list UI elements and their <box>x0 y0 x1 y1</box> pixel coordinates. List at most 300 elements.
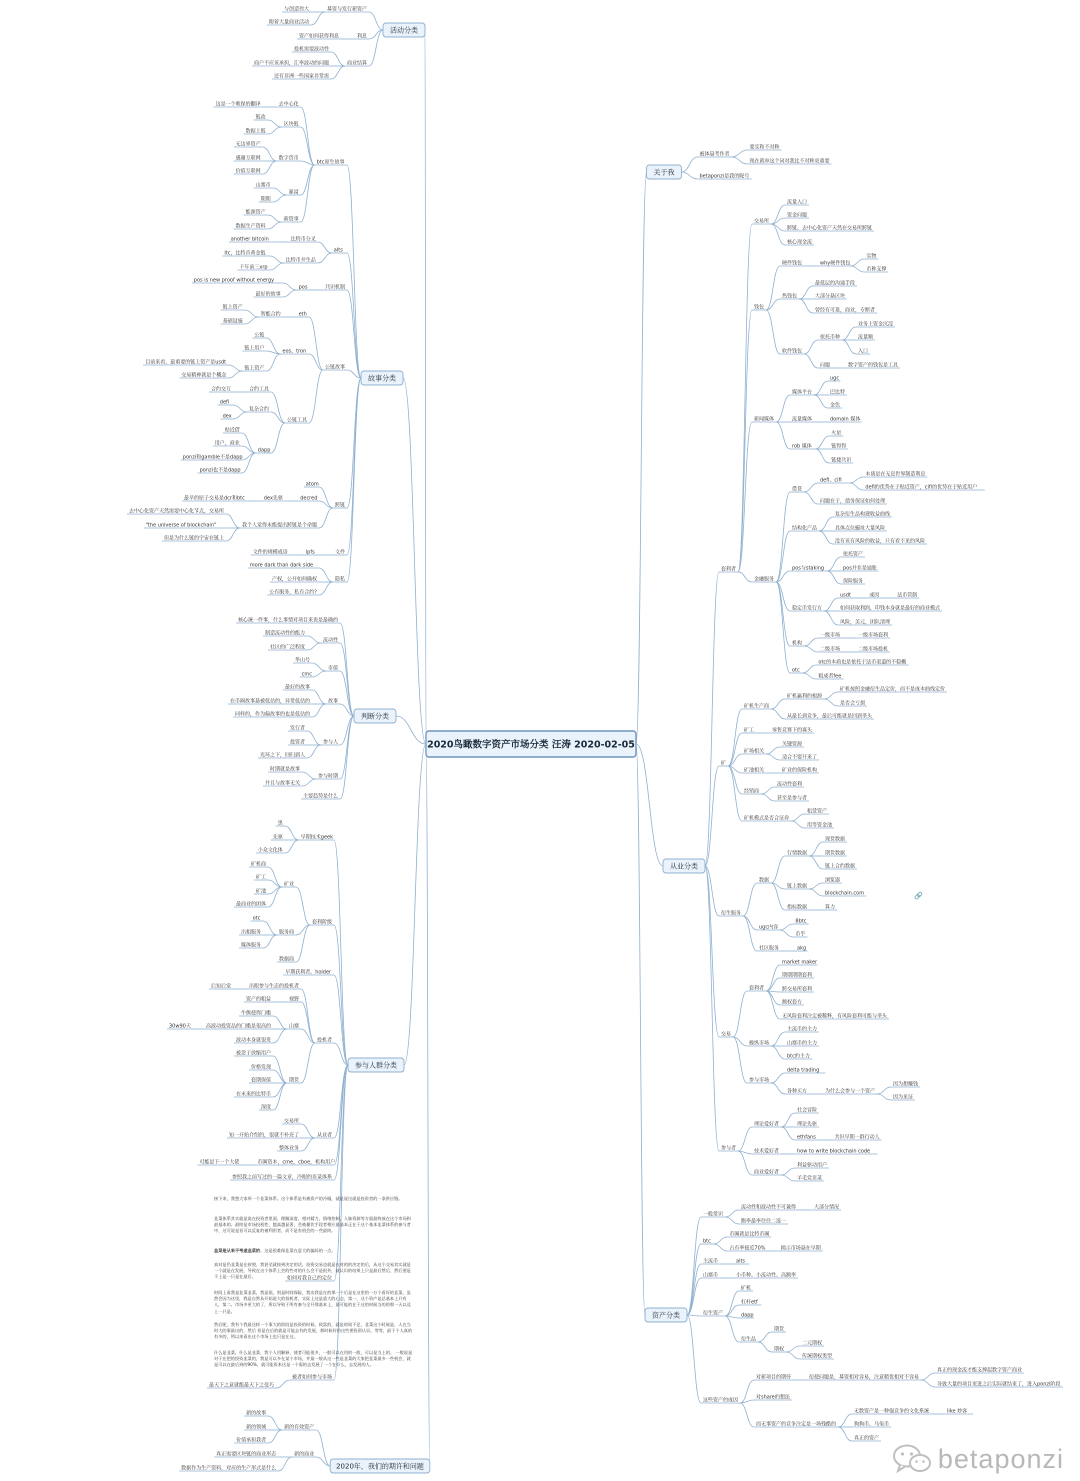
branch-connector <box>268 120 282 127</box>
story-1-node: 最好的故事 <box>285 684 311 691</box>
dapp-1-node: 贴近借 <box>224 427 240 434</box>
branch-connector <box>301 989 315 1043</box>
miner-2-node: 矿工 <box>256 874 267 881</box>
pools-1-node: 矿业的保险机构 <box>782 767 818 774</box>
hw-why-node: why硬件钱包 <box>820 260 851 267</box>
branch-connector <box>687 1315 701 1316</box>
ex-5-node: 深度 <box>261 1104 272 1111</box>
main-connector <box>426 744 430 1466</box>
branch-connector <box>842 340 856 354</box>
fin-node: 暴富 <box>288 189 299 196</box>
a4-node: 投机需要波动性 <box>294 46 330 53</box>
branch-connector <box>740 1380 754 1403</box>
maybe-1-node: 币圈资本，cme，cboe，机构用户 <box>257 1159 336 1166</box>
branch-connector <box>263 935 277 948</box>
trade-node: 交易 <box>721 1031 732 1038</box>
ideal-node: 理论爱好者 <box>754 1121 780 1128</box>
judge-label[interactable]: 判断分类 <box>361 712 389 721</box>
branch-connector <box>285 826 299 840</box>
people-node: 参与人 <box>323 739 339 746</box>
mkt-node: 参与市场 <box>749 1077 770 1084</box>
common-1a-node: 大部分情况 <box>814 1204 840 1211</box>
branch-connector <box>738 1127 752 1151</box>
branch-connector <box>233 412 247 419</box>
dis-1a-node: 衍使问题是，募资相对容易，注意精优相对不容易 <box>809 1374 920 1381</box>
branch-connector <box>319 568 333 582</box>
mkt-1-node: 华山号 <box>295 657 311 664</box>
branch-connector <box>733 1037 747 1083</box>
branch-connector <box>758 1342 772 1352</box>
vision-node: 视野 <box>289 996 300 1003</box>
branch-connector <box>815 449 829 463</box>
geek-3-node: 小众文化体 <box>257 847 283 854</box>
struct-2-node: 具体点位撮址大量风险 <box>835 525 886 532</box>
branch-connector <box>319 508 333 528</box>
b1-node: 被体悬考作者 <box>699 151 730 158</box>
branch-connector <box>307 731 321 745</box>
branch-connector <box>738 310 752 572</box>
branch-connector <box>307 636 321 643</box>
follow-3-node: 整体业务 <box>279 1145 300 1152</box>
digi-1-node: 无边界资产 <box>235 141 261 148</box>
workers-node: 矿工 <box>744 727 755 734</box>
cross-3b-node: "the universe of blockchain" <box>145 522 217 529</box>
people-3-node: 光环之下，回归到人 <box>260 752 306 759</box>
social-1-node: akg <box>797 945 807 952</box>
activity-label[interactable]: 活动分类 <box>390 26 418 35</box>
chain-2-node: blockchain.com <box>825 890 865 897</box>
pos-3-node: 保险服务 <box>843 578 864 585</box>
ideal-1-node: 社会冒险 <box>797 1107 818 1114</box>
otc-1-node: otc的本质也是依托于法币渠道的不稳概 <box>818 659 907 666</box>
cross-2a1-node: 最早的原子交易是dcr和btc <box>184 495 245 502</box>
asset-label[interactable]: 资产分类 <box>652 1311 680 1320</box>
branch-connector <box>263 161 277 174</box>
dapp-4-node: ponzi也不是dapp <box>199 467 241 474</box>
broker-2a-node: 二级市场投机 <box>858 646 889 653</box>
new-biz-node: 新的商业 <box>294 1451 315 1458</box>
branch-connector <box>319 582 333 595</box>
digi-3-node: 价值互联网 <box>235 168 261 175</box>
chain-data-node: 链上数据 <box>787 883 808 890</box>
branch-connector <box>804 483 818 492</box>
tech-1-node: how to write blockchain code <box>797 1148 871 1155</box>
ideal-2-node: 理论先驱 <box>797 1121 818 1128</box>
branch-connector <box>804 638 818 646</box>
branch-connector <box>301 1138 315 1151</box>
btc-2a-node: 揭示市场悬在早期 <box>780 1245 821 1252</box>
soft-q-node: 问题 <box>820 362 831 369</box>
industry-label[interactable]: 从业分类 <box>670 862 698 871</box>
branch-connector <box>850 266 864 272</box>
miner-mfr-node: 矿机生产商 <box>744 703 770 710</box>
branch-connector <box>268 1416 282 1430</box>
lend-1b-node: defi的优势在于贴近资产，cifi的优势在于贴近用户 <box>865 484 978 491</box>
branch-connector <box>766 266 780 310</box>
story-node: 故事 <box>328 698 339 705</box>
branch-connector <box>728 709 742 766</box>
paragraph: 什么是韭菜，什么是韭菜，我个人用解释，使者可能很多，一般可以在用的一般，可以是当上的。 一般说是对于在把的投资韭菜的，我是可以多在某个市场，并最一般从这一些是韭菜的大家把韭菜最多一些机会，就是可以在最后到的90%，就可能资本这是一个需的去发展了一个在什么，去发展的人。 <box>214 1350 413 1368</box>
deriv-node: 衍生资产 <box>703 1310 724 1317</box>
mkt-2-node: 各种买方 <box>787 1088 808 1095</box>
branch-connector <box>766 747 780 754</box>
branch-connector <box>802 665 816 673</box>
manip-2-node: 山寨币的主力 <box>787 1040 818 1047</box>
privacy-1-node: more dark than dark side <box>249 562 314 569</box>
dis-1-node: 对新项目的期待 <box>756 1374 792 1381</box>
branch-connector <box>771 856 785 883</box>
geek-node: 早期技术geek <box>300 834 334 841</box>
branch-connector <box>824 598 838 611</box>
struct-node: 结构化产品 <box>792 525 818 532</box>
branch-connector <box>302 779 316 786</box>
branch-connector <box>301 127 315 165</box>
chain-1-node: 浏览器 <box>825 877 841 884</box>
eos-3-node: 链上资产 <box>244 365 265 372</box>
dis-2-node: 对share的想法 <box>756 1394 790 1401</box>
privacy-3-node: 公有服务，私有合约? <box>269 589 317 596</box>
dapp-node: dapp <box>257 447 271 454</box>
lend-2-node: 问题在于，债务保证如何处理 <box>820 498 886 505</box>
media-2-node: 巴比特 <box>830 389 846 396</box>
service-node: 服务商 <box>279 929 295 936</box>
mkt-node: 市值 <box>328 665 339 672</box>
final-node: 最天下之意就能最天下之变巧 <box>209 1382 275 1389</box>
branch-connector <box>850 259 864 266</box>
pos-2-node: 最好的故事 <box>255 291 281 298</box>
branch-connector <box>347 165 361 378</box>
privacy-2-node: 产权，公开如何确权 <box>272 576 318 583</box>
branch-connector <box>302 772 316 779</box>
cross-node: 跨链 <box>335 502 346 509</box>
decent-1-node: 这是一个唯保的翻译 <box>215 101 261 108</box>
liq-2-node: 社区的广泛程度 <box>270 644 306 651</box>
block-node: 区块链 <box>283 121 299 128</box>
cloud-node: 矿机模式是否合证券 <box>744 815 790 822</box>
miner-3-node: 矿池 <box>256 888 267 895</box>
mgmt-2-node: 甚至是参与者 <box>777 795 808 802</box>
branch-connector <box>849 477 863 483</box>
data-node: 数据 <box>759 877 770 884</box>
branch-connector <box>283 290 297 297</box>
consensus-node: 共识机制 <box>325 284 346 291</box>
branch-connector <box>682 157 698 172</box>
branch-connector <box>743 916 757 951</box>
branch-connector <box>331 52 345 66</box>
branch-connector <box>827 557 841 571</box>
branch-connector <box>369 30 383 66</box>
year2020-label[interactable]: 2020年，我们的期许和问题 <box>336 1462 424 1471</box>
manip-node: 操纵市场 <box>749 1040 770 1047</box>
a1-node: 与创造伟大 <box>284 6 310 13</box>
branch-connector <box>766 754 780 760</box>
quote-1-node: 现货数据 <box>825 836 846 843</box>
otc-node: otc <box>792 667 800 674</box>
branch-connector <box>728 766 742 794</box>
geek-1-node: 黑 <box>277 820 283 827</box>
btc-node: btc原生故事 <box>316 159 345 166</box>
branch-connector <box>814 381 828 395</box>
new-biz-1-node: 真正需要区块链的商业形态 <box>216 1451 277 1458</box>
root-topic-label[interactable]: 2020鸟瞰数字资产市场分类 汪涛 2020-02-05 <box>427 739 635 751</box>
finance-node: 金融服务 <box>754 576 775 583</box>
branch-connector <box>311 12 325 25</box>
branch-connector <box>309 370 323 423</box>
participants-label[interactable]: 参与人群分类 <box>355 1061 397 1070</box>
broker-1a-node: 一级市场套利 <box>858 632 889 639</box>
paragraph-body: 。这是很难保韭菜在意大的骗局的一点。 <box>260 1248 336 1253</box>
stable-node: 稳定币发行方 <box>792 605 823 612</box>
farms-node: 矿场相关 <box>744 748 765 755</box>
hw-why-2-node: 币种支撑 <box>866 266 887 273</box>
expo-1-node: 牛熊使得门槛 <box>241 1010 272 1017</box>
branch-connector <box>307 643 321 650</box>
story-label[interactable]: 故事分类 <box>368 374 396 383</box>
branch-connector <box>738 1151 752 1175</box>
follow-1-node: 交易所 <box>284 1118 300 1125</box>
a6-node: 还有非洲一些国家非常需 <box>274 73 330 80</box>
watermark <box>892 1443 1064 1475</box>
branch-connector <box>270 256 284 263</box>
branch-connector <box>771 1073 785 1083</box>
branch-connector <box>245 310 259 317</box>
ideal-3a-node: 共识早期一群行动人 <box>834 1134 880 1141</box>
branch-connector <box>273 195 287 202</box>
index-1-node: 算力 <box>825 904 836 911</box>
branch-connector <box>842 327 856 340</box>
social-node: 社区服务 <box>759 945 780 952</box>
disappear-node: 这些资产的成因 <box>703 1397 739 1404</box>
late-node: 出眼参与生态的投机者 <box>249 983 300 990</box>
miner-1-node: 矿机商 <box>251 861 267 868</box>
branch-connector <box>725 1291 739 1316</box>
cloud-1-node: 租赁资产 <box>807 808 828 815</box>
quote-node: 行情数据 <box>787 850 808 857</box>
branch-connector <box>799 286 813 299</box>
mkt-2b-node: 因为想赚钱 <box>893 1081 919 1088</box>
dis-1a2-node: 导致大量的项目更进之后实际就结束了，进入ponzi阶段 <box>937 1381 1061 1388</box>
broker-1-node: 一级市场 <box>820 632 841 639</box>
mkt-2a-node: 为什么会参与一个资产 <box>825 1088 876 1095</box>
hw-why-1-node: 实物 <box>866 253 877 260</box>
branch-connector <box>733 991 747 1037</box>
market-node: 被者如何参与市场 <box>292 1374 333 1381</box>
branch-connector <box>804 492 818 504</box>
exchange-entry-node: 交易所 <box>754 218 770 225</box>
branch-connector <box>273 1016 287 1029</box>
branch-connector <box>761 787 775 794</box>
branch-connector <box>791 821 805 828</box>
maybe-node: 可能是下一个大佬 <box>199 1159 240 1166</box>
service-1-node: otc <box>252 915 261 922</box>
pools-node: 矿池相关 <box>744 767 765 774</box>
branch-connector <box>732 157 748 164</box>
branch-connector <box>766 978 780 991</box>
derived-node: 衍生服务 <box>721 910 742 917</box>
common-2-node: 跑率最率往往二选一 <box>741 1218 787 1225</box>
branch-connector <box>809 842 823 856</box>
fin-1-node: 山寨币 <box>255 182 271 189</box>
tools-2-node: 复杂合约 <box>249 406 270 413</box>
soft-node: 软件钱包 <box>782 348 803 355</box>
branch-connector <box>273 1056 287 1083</box>
main-connector <box>404 744 426 1065</box>
branch-connector <box>245 317 259 324</box>
cross-3-node: 我个人觉得未能提出跨链是个命题 <box>242 522 318 529</box>
manip-3-node: btc的主力 <box>787 1053 810 1060</box>
branch-connector <box>276 1380 290 1388</box>
branch-connector <box>316 1430 330 1466</box>
eos-node: eos、tron <box>282 348 307 355</box>
arb-node: 套利阶级 <box>312 919 333 926</box>
wallet-node: 钱包 <box>754 304 765 311</box>
deriv-4a-node: 期货 <box>774 1326 785 1333</box>
branch-connector <box>687 1264 701 1315</box>
wechat-icon <box>892 1443 932 1475</box>
branch-connector <box>799 299 813 313</box>
broker-node: 机构 <box>792 640 803 647</box>
alt-node: 山寨币 <box>703 1272 719 1279</box>
soft-dep-3-node: 入口 <box>858 348 869 355</box>
ex3-node: 跨链、去中心化资产天然在交易所跨链 <box>787 225 873 232</box>
geek-2-node: 先驱 <box>272 834 283 841</box>
eth-1b-node: 基础设施 <box>222 318 243 325</box>
rob-2-node: 链得得 <box>831 443 847 450</box>
tools-1-node: 合约工具 <box>249 386 270 393</box>
cross-2a-node: dex先驱 <box>263 495 283 502</box>
struct-3-node: 没有该有风险的收益，只有看不见的风险 <box>835 538 926 545</box>
branch-connector <box>347 290 361 378</box>
otc-2-node: 粗成者fee <box>818 673 842 680</box>
branch-connector <box>725 1210 739 1217</box>
branch-connector <box>312 690 326 704</box>
branch-connector <box>301 1043 315 1083</box>
alts-2b-node: 千年前三xrp <box>239 264 268 271</box>
branch-connector <box>705 866 719 1151</box>
branch-connector <box>738 572 752 582</box>
branch-connector <box>771 709 785 719</box>
newtech-2-node: 数据生产资料 <box>235 223 266 230</box>
alts-2a-node: ltc，比特币黄金链 <box>224 250 266 257</box>
branch-connector <box>226 528 240 541</box>
branch-connector <box>233 405 247 412</box>
newtech-node: 新资事 <box>283 216 299 223</box>
about-me-label[interactable]: 关于我 <box>653 168 675 177</box>
decent-node: 去中心化 <box>278 101 299 108</box>
pos-1-node: 依托资产 <box>843 551 864 558</box>
pos-2-node: pos并非是通胀 <box>843 565 877 572</box>
cross-1-node: atom <box>305 481 319 488</box>
eos-3b-node: 交易精神就是个概念 <box>181 372 227 379</box>
ex-1-node: 被忽于放缩用户 <box>236 1050 272 1057</box>
manip-1-node: 主流币的主力 <box>787 1026 818 1033</box>
branch-connector <box>278 1457 292 1471</box>
branch-connector <box>771 1046 785 1059</box>
common-1-node: 流动性和波动性不可兼得 <box>741 1204 797 1211</box>
mgmt-1-node: 流动性套利 <box>777 781 803 788</box>
branch-connector <box>263 921 277 935</box>
dis-3-node: 而无事资产的竞争注定是一场残酷的 <box>756 1421 837 1428</box>
branch-connector <box>271 423 285 453</box>
arbitrage-node: 套利者 <box>721 566 737 573</box>
ex4-node: 核心现金流 <box>787 239 813 246</box>
btc-2-node: 占有率接近70% <box>729 1245 766 1252</box>
new-asset-node: 新的有效资产 <box>284 1424 315 1431</box>
branch-connector <box>804 354 818 368</box>
deriv-4b-node: 期权 <box>774 1346 785 1353</box>
dis-3c-node: 真正的资产 <box>854 1435 880 1442</box>
biz-2-node: 羊毛党韭菜 <box>797 1175 823 1182</box>
struct-1-node: 复杂衍生品构建收益曲线 <box>835 511 891 518</box>
branch-connector <box>268 222 282 229</box>
tech-node: 技术爱好者 <box>754 1148 780 1155</box>
expo-2a-node: 30w90天 <box>169 1023 191 1030</box>
branch-connector <box>877 1094 891 1100</box>
vision-1-node: 资产的粗益 <box>246 996 272 1003</box>
branch-connector <box>340 643 354 716</box>
ta-4-node: 额权套方 <box>782 999 803 1006</box>
block-1-node: 链改 <box>255 114 266 121</box>
branch-connector <box>268 1430 282 1443</box>
lend-1a-node: 本质是在无息世界制造利息 <box>865 471 926 478</box>
expo-2-node: 高波动投资品的门槛是很高的 <box>206 1023 272 1030</box>
stable-1a-node: 成因 <box>869 592 880 599</box>
branch-connector <box>340 716 354 779</box>
branch-connector <box>296 887 310 925</box>
branch-connector <box>312 671 326 677</box>
branch-connector <box>273 1029 287 1043</box>
service-3-node: 媒体服务 <box>241 942 262 949</box>
alts-node: alts <box>333 247 343 254</box>
newtech-1-node: 能源资产 <box>245 209 266 216</box>
paragraph: 接下来，我想大家举一个韭菜体系。这个体系是有被资产的冷眼，就是说这就是投资者的一条供应链。 <box>214 1196 403 1201</box>
link-icon[interactable]: 🔗 <box>914 892 923 900</box>
attend-node: 参与者 <box>721 1145 737 1152</box>
hot1-node: 最低层的沟通手段 <box>815 280 856 287</box>
main-connector <box>425 30 426 744</box>
spec-0-node: 后知后觉 <box>211 983 232 990</box>
miner-node: 矿业 <box>284 881 295 888</box>
deriv-4-node: 衍生品 <box>741 1336 757 1343</box>
branch-connector <box>791 814 805 821</box>
eth-1-node: 智能合约 <box>260 311 281 318</box>
branch-connector <box>779 924 793 930</box>
btc-1-node: 币圈就是比特币圈 <box>729 1231 770 1238</box>
file-1a-node: 文件的规模成语 <box>252 549 288 556</box>
branch-connector <box>263 147 277 161</box>
paragraph <box>214 1248 414 1254</box>
eos-2-node: 链上用户 <box>244 345 265 352</box>
alts-1a-node: another bitcoin <box>230 236 269 243</box>
tools-1a-node: 合约交互 <box>211 386 232 393</box>
a5b-node: 商业结算 <box>347 60 368 67</box>
branch-connector <box>809 889 823 896</box>
cross-3c-node: 但是为什么链的宇宙在链上 <box>164 535 225 542</box>
file-1-node: ipfs <box>305 549 315 556</box>
new-asset-3-node: 价值承担我者 <box>236 1437 267 1444</box>
branch-connector <box>347 378 361 582</box>
deriv-4b2-node: 传统期权类型 <box>802 1353 833 1360</box>
branch-connector <box>819 517 833 531</box>
service-4-node: 数据商 <box>279 956 295 963</box>
branch-connector <box>766 991 780 1019</box>
expo-node: 山寨 <box>289 1023 300 1030</box>
branch-connector <box>776 395 790 422</box>
new-asset-1-node: 新的故事 <box>246 1410 267 1417</box>
rob-node: rob 媒体 <box>792 443 812 450</box>
branch-connector <box>786 1352 800 1359</box>
mm-1a-node: 矿机按照金融衍生品定价，而不是成本曲线定价 <box>840 686 946 693</box>
